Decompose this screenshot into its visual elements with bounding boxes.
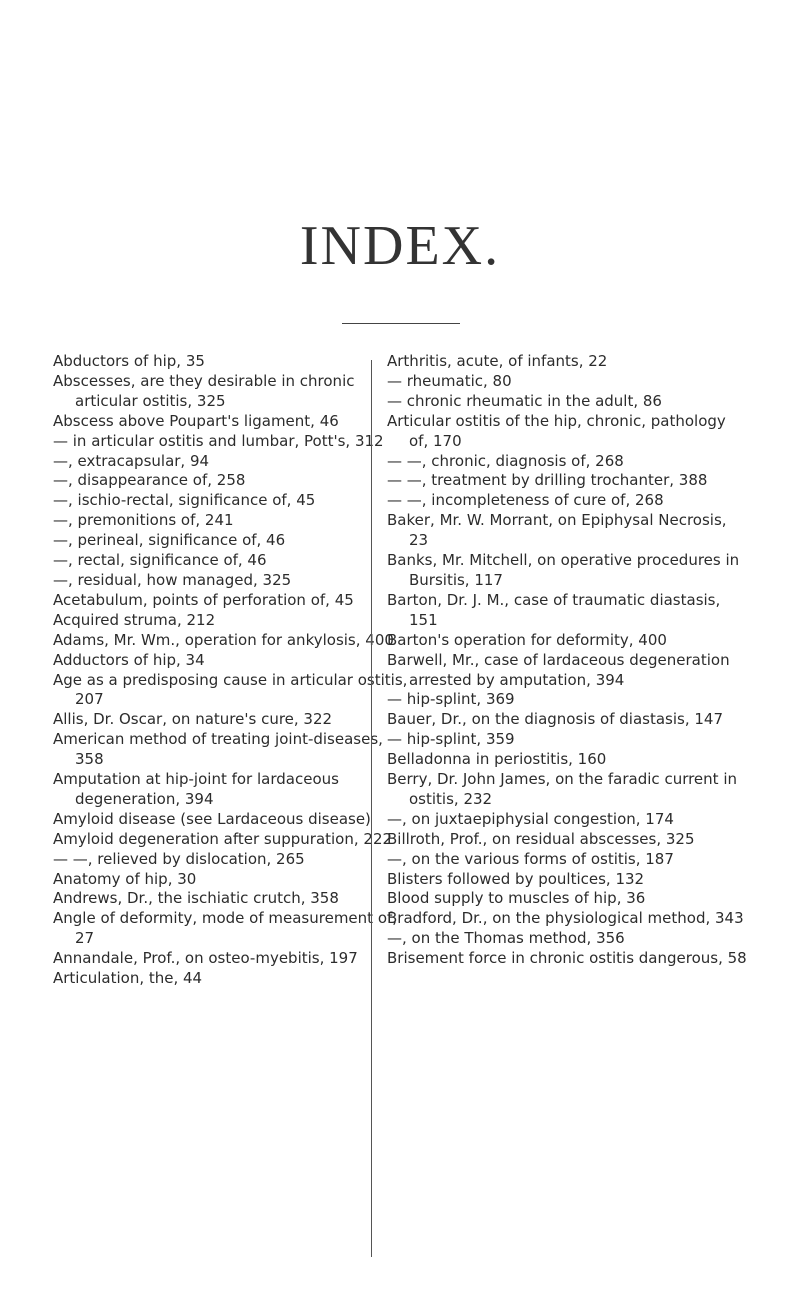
index-entry: — —, incompleteness of cure of, 268 [387,491,664,510]
index-entry: Acquired struma, 212 [53,610,216,629]
index-entry: Billroth, Prof., on residual abscesses, 325 [387,829,695,848]
index-entry: —, residual, how managed, 325 [53,570,292,589]
index-entry: Blood supply to muscles of hip, 36 [387,889,646,908]
index-entry: Allis, Dr. Oscar, on nature's cure, 322 [53,710,333,729]
index-entry: —, ischio-rectal, significance of, 45 [53,491,316,510]
index-entry: Arthritis, acute, of infants, 22 [387,352,608,370]
index-entry: Adductors of hip, 34 [53,650,205,669]
index-entry: —, premonitions of, 241 [53,511,234,530]
index-entry: Abscesses, are they desirable in chronic articular ostitis, 325 [53,371,355,410]
index-column-right [387,352,747,969]
index-entry: — hip-splint, 359 [387,730,515,749]
index-entry: Bauer, Dr., on the diagnosis of diastasis, 147 [387,710,724,729]
index-entry: Barton's operation for deformity, 400 [387,630,667,649]
index-entry: Belladonna in periostitis, 160 [387,750,607,769]
index-entry: Blisters followed by poultices, 132 [387,869,645,888]
index-entry: — —, chronic, diagnosis of, 268 [387,451,624,470]
index-entry: Adams, Mr. Wm., operation for ankylosis, 400 [53,630,394,649]
index-entry: — hip-splint, 369 [387,690,515,709]
index-entry: Bradford, Dr., on the physiological method, 343 [387,909,744,928]
index-entry: Amputation at hip-joint for lardaceous degeneration, 394 [53,770,339,808]
title-rule [342,323,460,324]
index-entry: —, on juxtaepiphysial congestion, 174 [387,809,674,828]
column-divider [371,360,372,1257]
page-title: INDEX. [299,215,501,277]
index-entry: Andrews, Dr., the ischiatic crutch, 358 [53,889,339,908]
index-entry: Brisement force in chronic ostitis dangerous, 58 [387,949,747,968]
index-entry: Acetabulum, points of perforation of, 45 [53,590,354,609]
index-entry: Age as a predisposing cause in articular ostitis, 207 [53,670,408,709]
index-entry: — —, relieved by dislocation, 265 [53,849,305,868]
index-column-left [53,352,413,989]
index-entry: Banks, Mr. Mitchell, on operative procedures in Bursitis, 117 [387,551,740,589]
index-entry: — chronic rheumatic in the adult, 86 [387,391,662,410]
index-entry: —, disappearance of, 258 [53,471,246,490]
index-entry: Amyloid degeneration after suppuration, 222 [53,829,393,848]
index-entry: Abductors of hip, 35 [53,352,205,370]
index-entry: American method of treating joint-diseases, 358 [53,730,383,769]
index-entry: Anatomy of hip, 30 [53,869,197,888]
index-entry: Amyloid disease (see Lardaceous disease) [53,809,371,828]
index-entry: — rheumatic, 80 [387,371,512,390]
index-entry: Articulation, the, 44 [53,969,203,988]
index-entry: —, rectal, significance of, 46 [53,551,267,570]
index-entry: —, extracapsular, 94 [53,451,210,470]
index-entry: Abscess above Poupart's ligament, 46 [53,411,339,430]
index-entry: Barwell, Mr., case of lardaceous degeneration arrested by amputation, 394 [387,650,730,689]
index-entry: Annandale, Prof., on osteo-myebitis, 197 [53,949,358,968]
index-entry: —, on the various forms of ostitis, 187 [387,849,674,868]
index-entry: Articular ostitis of the hip, chronic, pathology of, 170 [387,411,726,450]
index-entry: — —, treatment by drilling trochanter, 388 [387,471,708,490]
index-entry: Baker, Mr. W. Morrant, on Epiphysal Necrosis, 23 [387,511,727,550]
index-entry: Angle of deformity, mode of measurement of, 27 [53,909,398,948]
index-entry: Berry, Dr. John James, on the faradic current in ostitis, 232 [387,770,737,808]
index-entry: Barton, Dr. J. M., case of traumatic diastasis, 151 [387,590,721,629]
index-entry: —, on the Thomas method, 356 [387,929,625,948]
index-entry: —, perineal, significance of, 46 [53,531,286,550]
index-entry: — in articular ostitis and lumbar, Pott's, 312 [53,431,384,450]
